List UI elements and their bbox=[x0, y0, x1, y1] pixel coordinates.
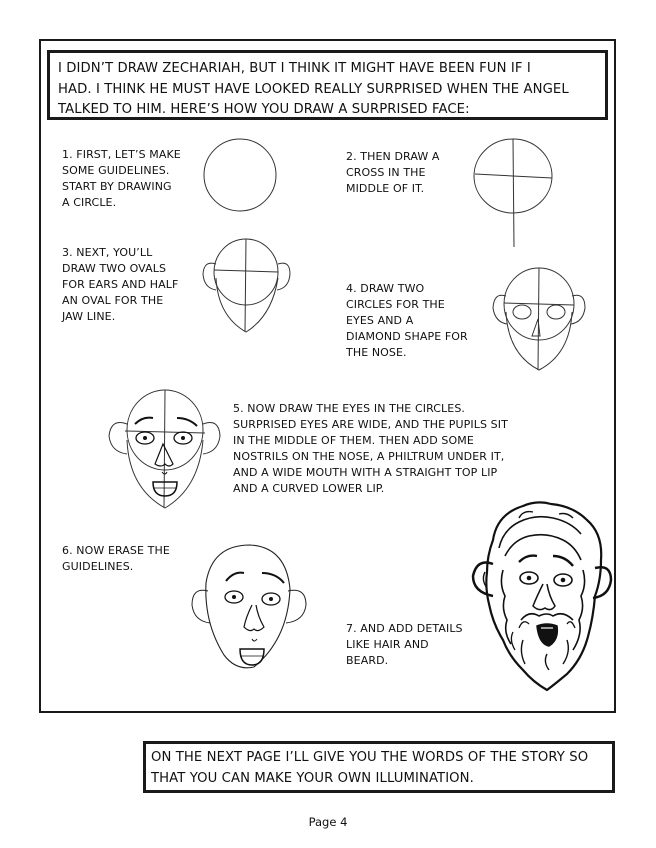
step-line: THE NOSE. bbox=[346, 346, 407, 359]
step-line: 7. AND ADD DETAILS bbox=[346, 622, 463, 635]
step-line: AND A WIDE MOUTH WITH A STRAIGHT TOP LIP bbox=[233, 466, 498, 479]
intro-text-box bbox=[47, 50, 608, 120]
step-line: 1. FIRST, LET’S MAKE bbox=[62, 148, 181, 161]
step-line: 3. NEXT, YOU’LL bbox=[62, 246, 153, 259]
intro-line: HAD. I THINK HE MUST HAVE LOOKED REALLY SURPRISED WHEN THE ANGEL bbox=[58, 81, 569, 97]
step-1-circle-drawing bbox=[200, 135, 280, 215]
step-4-head-drawing bbox=[492, 266, 586, 374]
step-line: DRAW TWO OVALS bbox=[62, 262, 167, 275]
step-line: CIRCLES FOR THE bbox=[346, 298, 445, 311]
step-line: 4. DRAW TWO bbox=[346, 282, 425, 295]
step-line: GUIDELINES. bbox=[62, 560, 134, 573]
step-5-text bbox=[233, 401, 508, 497]
step-6-face-drawing bbox=[182, 543, 310, 673]
step-line: DIAMOND SHAPE FOR bbox=[346, 330, 468, 343]
step-2-text bbox=[346, 149, 440, 197]
step-3-head-drawing bbox=[200, 236, 292, 336]
step-7-bearded-face-drawing bbox=[463, 500, 613, 692]
step-line: 2. THEN DRAW A bbox=[346, 150, 440, 163]
step-line: IN THE MIDDLE OF THEM. THEN ADD SOME bbox=[233, 434, 474, 447]
step-line: EYES AND A bbox=[346, 314, 414, 327]
step-3-text bbox=[62, 245, 178, 325]
step-line: 6. NOW ERASE THE bbox=[62, 544, 170, 557]
step-1-text bbox=[62, 147, 181, 211]
intro-line: I DIDN’T DRAW ZECHARIAH, BUT I THINK IT MIGHT HAVE BEEN FUN IF I bbox=[58, 61, 531, 76]
step-line: LIKE HAIR AND bbox=[346, 638, 429, 651]
note-line: ON THE NEXT PAGE I’LL GIVE YOU THE WORDS OF THE STORY SO bbox=[151, 750, 589, 765]
step-line: FOR EARS AND HALF bbox=[62, 278, 179, 291]
step-7-text bbox=[346, 621, 463, 669]
step-line: JAW LINE. bbox=[62, 310, 116, 323]
step-4-text bbox=[346, 281, 468, 361]
step-5-face-drawing bbox=[103, 388, 223, 510]
step-line: SURPRISED EYES ARE WIDE, AND THE PUPILS SIT bbox=[233, 418, 508, 431]
page-number: Page 4 bbox=[308, 815, 348, 829]
step-line: AND A CURVED LOWER LIP. bbox=[233, 482, 385, 495]
step-line: A CIRCLE. bbox=[62, 196, 117, 209]
step-2-cross-drawing bbox=[472, 137, 556, 249]
step-line: NOSTRILS ON THE NOSE, A PHILTRUM UNDER IT, bbox=[233, 450, 505, 463]
step-line: MIDDLE OF IT. bbox=[346, 182, 425, 195]
step-line: SOME GUIDELINES. bbox=[62, 164, 170, 177]
next-page-note-box bbox=[143, 741, 615, 793]
intro-line: TALKED TO HIM. HERE’S HOW YOU DRAW A SURPRISED FACE: bbox=[58, 102, 470, 117]
note-line: THAT YOU CAN MAKE YOUR OWN ILLUMINATION. bbox=[151, 771, 474, 786]
step-6-text bbox=[62, 543, 170, 575]
step-line: 5. NOW DRAW THE EYES IN THE CIRCLES. bbox=[233, 402, 466, 415]
step-line: AN OVAL FOR THE bbox=[62, 294, 164, 307]
step-line: CROSS IN THE bbox=[346, 166, 426, 179]
step-line: BEARD. bbox=[346, 654, 389, 667]
step-line: START BY DRAWING bbox=[62, 180, 172, 193]
